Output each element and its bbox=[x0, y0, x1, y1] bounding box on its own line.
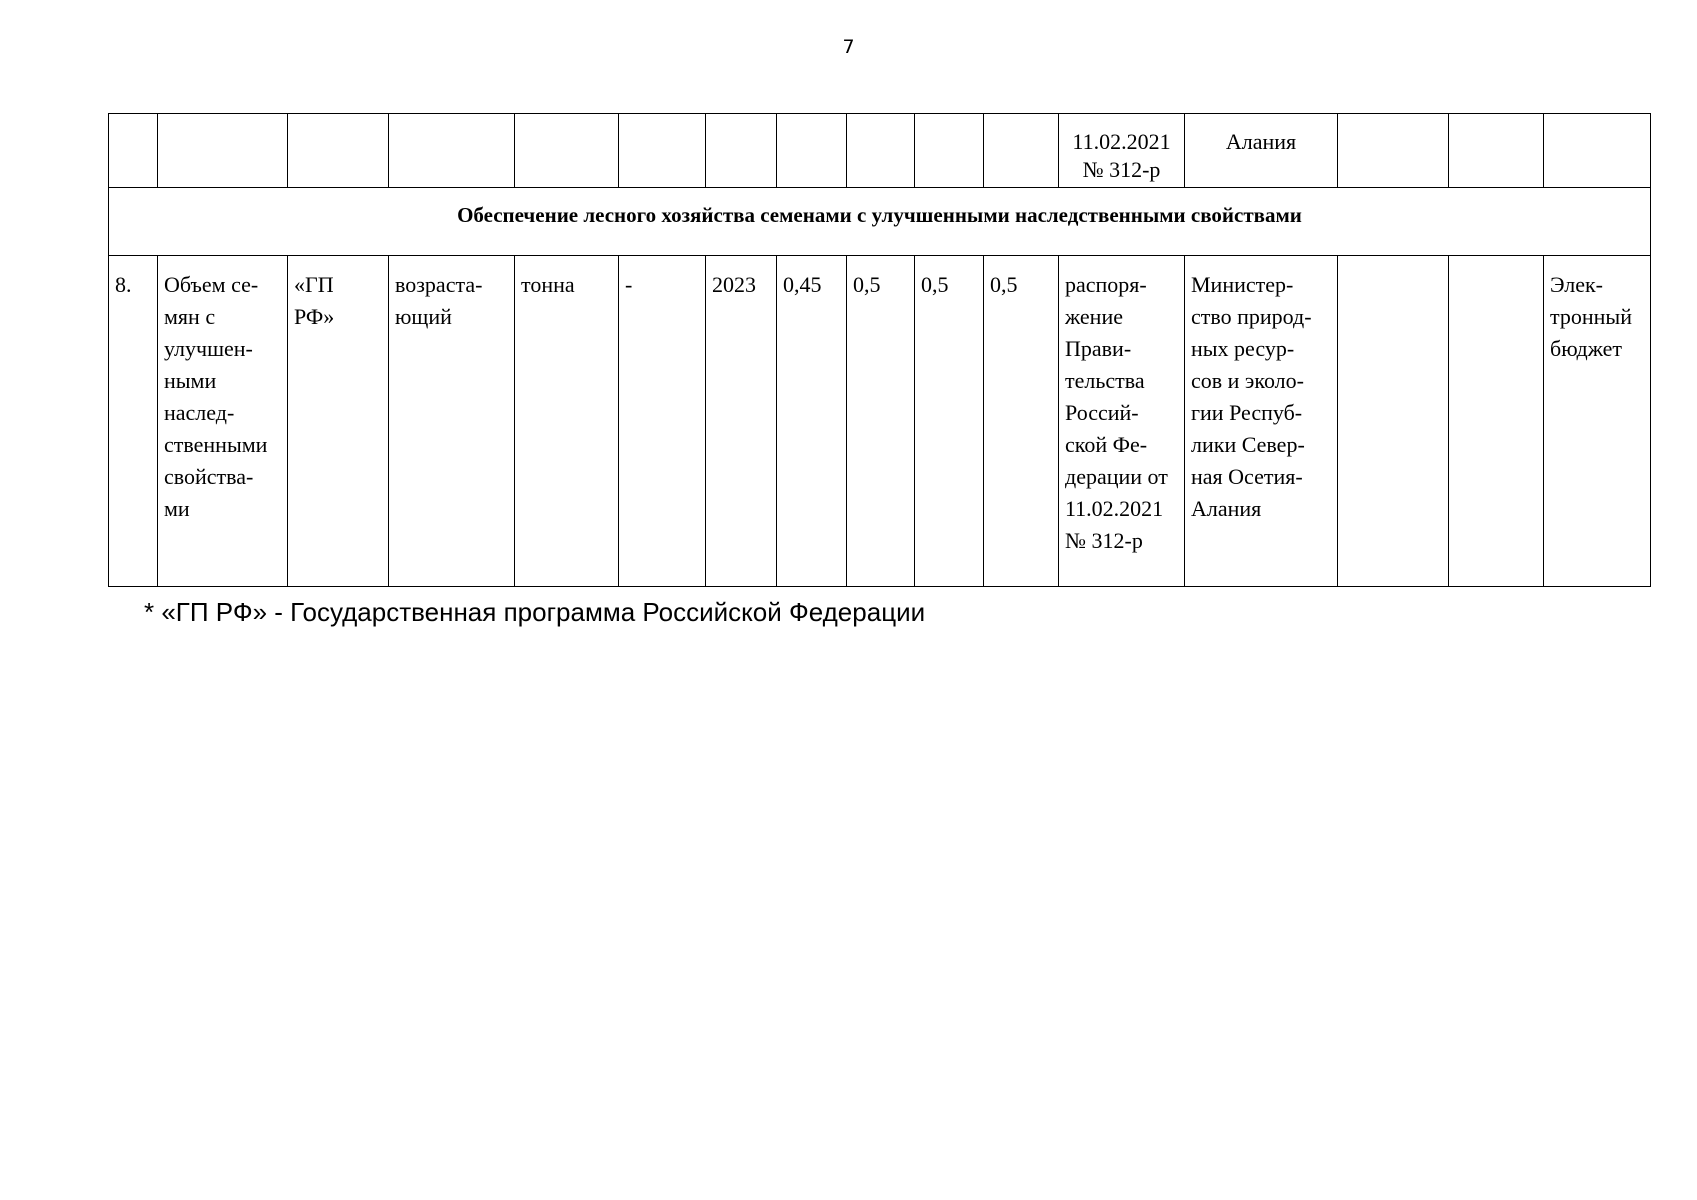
table-cell bbox=[158, 114, 288, 188]
table-cell bbox=[389, 114, 515, 188]
page-number: 7 bbox=[842, 36, 855, 58]
indicators-table bbox=[108, 113, 1651, 587]
table-cell-base-value: - bbox=[619, 256, 706, 587]
table-cell-trend: возраста- ющий bbox=[389, 256, 515, 587]
table-cell-executor: Алания bbox=[1185, 114, 1338, 188]
table-cell-document-ref: распоря- жение Прави- тельства Россий- ской Фе- дерации от 11.02.2021 № 312-р bbox=[1059, 256, 1185, 587]
table-row bbox=[109, 114, 1651, 188]
table-cell bbox=[706, 114, 777, 188]
table-cell-year: 2023 bbox=[706, 256, 777, 587]
table-cell bbox=[777, 114, 847, 188]
table-cell bbox=[1449, 114, 1544, 188]
table-cell-value: 0,5 bbox=[847, 256, 915, 587]
table-cell-number: 8. bbox=[109, 256, 158, 587]
table-cell bbox=[1544, 114, 1651, 188]
table-cell-document-ref: 11.02.2021 № 312-р bbox=[1059, 114, 1185, 188]
table-cell bbox=[619, 114, 706, 188]
table-cell bbox=[109, 114, 158, 188]
table-cell-unit: тонна bbox=[515, 256, 619, 587]
footnote: * «ГП РФ» - Государственная программа Российской Федерации bbox=[144, 597, 926, 627]
table-cell bbox=[1338, 114, 1449, 188]
table-cell-indicator: Объем се- мян с улучшен- ными наслед- ственными свойства- ми bbox=[158, 256, 288, 587]
table-cell-system: Элек- тронный бюджет bbox=[1544, 256, 1651, 587]
table-cell bbox=[915, 114, 984, 188]
table-cell-value: 0,45 bbox=[777, 256, 847, 587]
table-cell bbox=[288, 114, 389, 188]
table-cell bbox=[1449, 256, 1544, 587]
section-title: Обеспечение лесного хозяйства семенами с улучшенными наследственными свойствами bbox=[109, 188, 1651, 256]
table-cell-value: 0,5 bbox=[915, 256, 984, 587]
table-cell-executor: Министер- ство природ- ных ресур- сов и эколо- гии Респуб- лики Север- ная Осетия- Алания bbox=[1185, 256, 1338, 587]
table-section-row bbox=[109, 188, 1651, 256]
table-cell bbox=[515, 114, 619, 188]
table-cell bbox=[847, 114, 915, 188]
table-row bbox=[109, 256, 1651, 587]
table-cell bbox=[984, 114, 1059, 188]
table-cell-value: 0,5 bbox=[984, 256, 1059, 587]
table-cell-program: «ГП РФ» bbox=[288, 256, 389, 587]
table-cell bbox=[1338, 256, 1449, 587]
